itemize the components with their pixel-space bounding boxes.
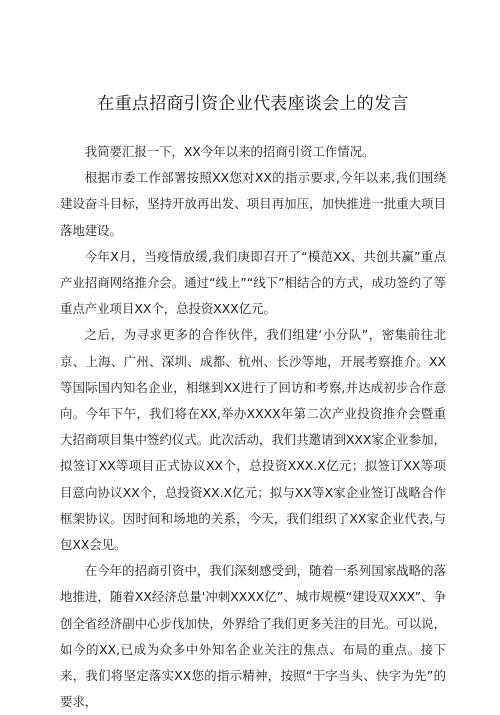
document-title: 在重点招商引资企业代表座谈会上的发言 xyxy=(97,94,409,114)
paragraph-promotion-meeting: 今年X月，当疫情放缓,我们庚即召开了“模范XX、共创共赢”重点产业招商网络推介会。通过“线上”“线下”相结合的方式，成功签约了等重点产业项目XX个，总投资XXX亿元。 xyxy=(60,248,446,317)
paragraph-goals: 根据市委工作部署按照XX您对XX的指示要求,今年以来,我们围绕建设奋斗目标，坚持开放再出发、项目再加压，加快推进一批重大项目落地建设。 xyxy=(60,170,446,238)
paragraph-intro: 我简要汇报一下，XX今年以来的招商引资工作情况。 xyxy=(84,144,375,159)
paragraph-investment-activities: 之后，为寻求更多的合作伙伴，我们组建‘小分队”，密集前往北京、上海、广州、深圳、成都、杭州、长沙等地，开展考察推介。XX等国际国内知名企业，相继到XX进行了回访和考察,并达成初步合作意向。今年下午，我们将在XX,举办XXXX年第二次产业投资推介会暨重大招商项目集中签约仪式。此次活动，我们共邀请到XXX家企业参加，拟签订XX等项目正式协议XX个，总投资XXX.X亿元；拟签订XX等项目意向协议XX个，总投资XX.X亿元；拟与XX等X家企业签订战略合作框架协议。因时间和场地的关系，今天，我们组织了XX家企业代表,与包XX会见。 xyxy=(60,327,446,553)
paragraph-outlook: 在今年的招商引资中，我们深刻感受到，随着一系列国家战略的落地推进，随着XX经济总量'冲刺XXXX亿”、城市规模“建设双XXX”、争创全省经济副中心步伐加快，外界给了我们更多关注的目光。可以说，如今的XX,已成为众多中外知名企业关注的焦点、布局的重点。接下来，我们将坚定落实XX您的指示精神，按照“干字当头、快字为先”的要求， xyxy=(60,563,446,710)
document-body xyxy=(60,139,446,715)
